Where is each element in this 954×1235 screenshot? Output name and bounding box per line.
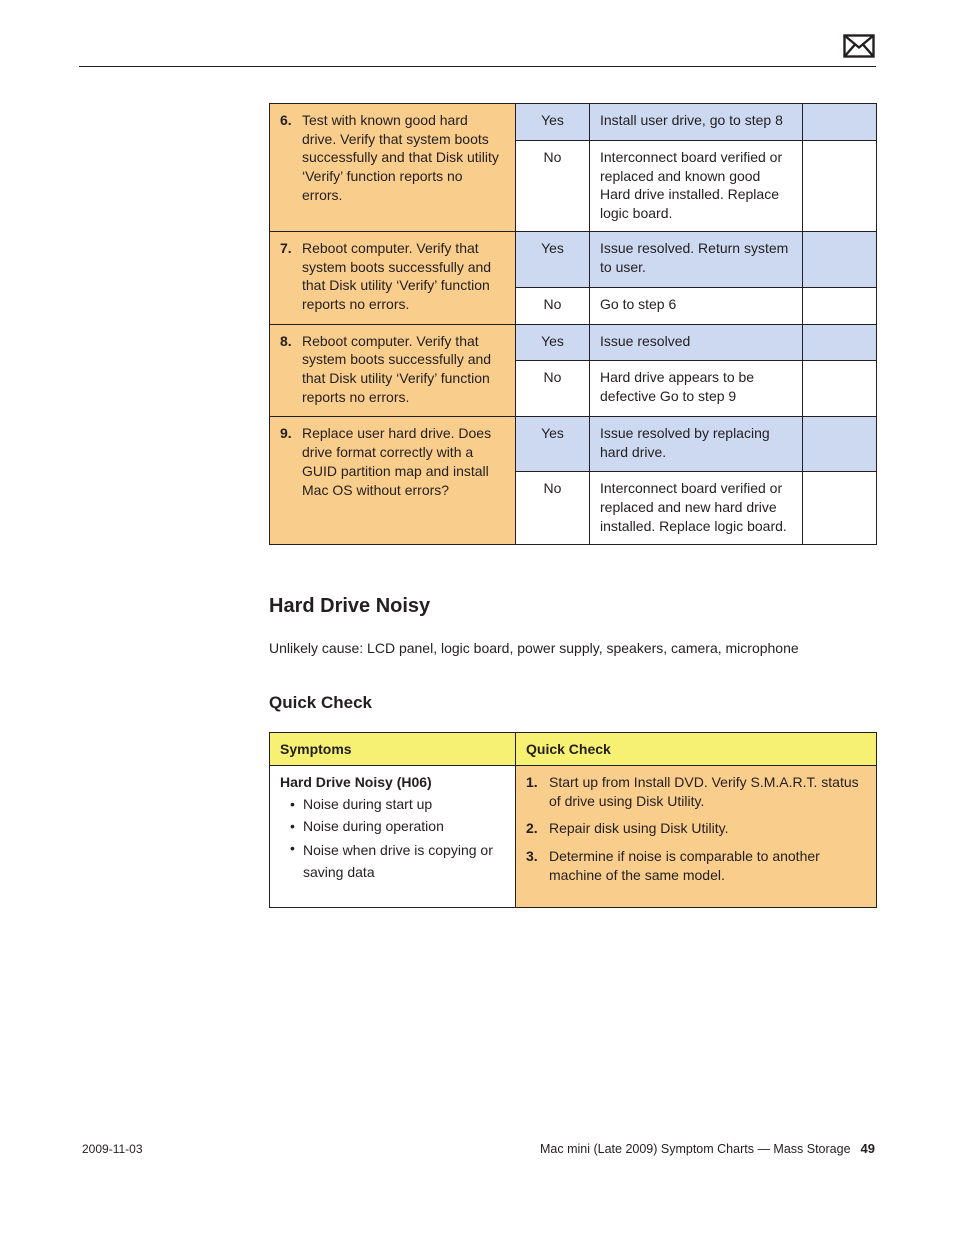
step-number: 1. [526,774,538,790]
bullet-icon: • [290,795,295,812]
step-number: 6. [280,112,292,128]
table-row [270,324,877,360]
result-text: Install user drive, go to step 8 [590,104,803,141]
result-text: Issue resolved by replacing hard drive. [590,417,803,472]
step-cell [270,324,516,417]
step-text: Start up from Install DVD. Verify S.M.A.R.T. status of drive using Disk Utility. [549,774,859,809]
blank-cell [803,360,877,417]
answer-no: No [516,360,590,417]
step-text: Determine if noise is comparable to another machine of the same model. [549,848,820,883]
step-text: Reboot computer. Verify that system boots successfully and that Disk utility ‘Verify’ function reports no errors. [302,332,492,405]
envelope-icon[interactable] [843,34,875,58]
blank-cell [803,287,877,324]
step-cell [270,104,516,232]
step-text: Replace user hard drive. Does drive format correctly with a GUID partition map and install Mac OS without errors? [302,425,492,498]
step-number: 2. [526,820,538,837]
list-item [280,795,505,814]
page-number: 49 [860,1141,875,1156]
symptom-text: Noise when drive is copying or saving data [303,842,493,881]
symptom-text: Noise during operation [303,817,444,834]
blank-cell [803,417,877,472]
list-item [526,773,866,810]
result-text: Go to step 6 [590,287,803,324]
quick-check-title: Quick Check [269,693,372,712]
result-text: Interconnect board verified or replaced and new hard drive installed. Replace logic board. [590,472,803,545]
quick-check-cell [516,766,877,908]
step-cell [270,417,516,545]
answer-no: No [516,287,590,324]
result-text: Issue resolved [590,324,803,360]
table-row [270,417,877,472]
step-number: 9. [280,425,292,442]
result-text: Hard drive appears to be defective Go to step 9 [590,360,803,417]
symptom-text: Noise during start up [303,795,433,812]
step-number: 7. [280,239,292,256]
quick-check-header: Quick Check [516,733,877,766]
blank-cell [803,231,877,287]
table-row [270,104,877,141]
symptoms-cell [270,766,516,908]
answer-yes: Yes [516,104,590,141]
step-number: 3. [526,848,538,865]
blank-cell [803,472,877,545]
section-title: Hard Drive Noisy [269,595,431,617]
answer-yes: Yes [516,231,590,287]
quick-check-table [269,732,877,908]
unlikely-cause: Unlikely cause: LCD panel, logic board, power supply, speakers, camera, microphone [269,640,799,656]
footer-date: 2009-11-03 [82,1142,143,1156]
answer-no: No [516,141,590,232]
list-item [526,819,866,838]
list-item [526,847,866,884]
symptoms-header: Symptoms [270,733,516,766]
answer-no: No [516,472,590,545]
footer-info [540,1141,875,1156]
step-text: Test with known good hard drive. Verify that system boots successfully and that Disk utility ‘Verify’ function reports no errors. [302,112,499,203]
table-row [270,766,877,908]
blank-cell [803,324,877,360]
header-rule [79,66,876,67]
step-text: Repair disk using Disk Utility. [549,820,729,837]
list-item [280,839,505,883]
bullet-icon: • [290,817,295,834]
symptom-title: Hard Drive Noisy (H06) [280,774,432,790]
step-text: Reboot computer. Verify that system boots successfully and that Disk utility ‘Verify’ function reports no errors. [302,239,492,312]
step-cell [270,231,516,324]
step-number: 8. [280,332,292,349]
blank-cell [803,141,877,232]
list-item [280,817,505,836]
blank-cell [803,104,877,141]
table-row [270,231,877,287]
answer-yes: Yes [516,324,590,360]
answer-yes: Yes [516,417,590,472]
steps-table [269,103,877,545]
bullet-icon: • [290,840,295,857]
result-text: Issue resolved. Return system to user. [590,231,803,287]
result-text: Interconnect board verified or replaced and known good Hard drive installed. Replace logic board. [590,141,803,232]
table-header-row [270,733,877,766]
footer-doc-title: Mac mini (Late 2009) Symptom Charts — Mass Storage [540,1142,851,1156]
